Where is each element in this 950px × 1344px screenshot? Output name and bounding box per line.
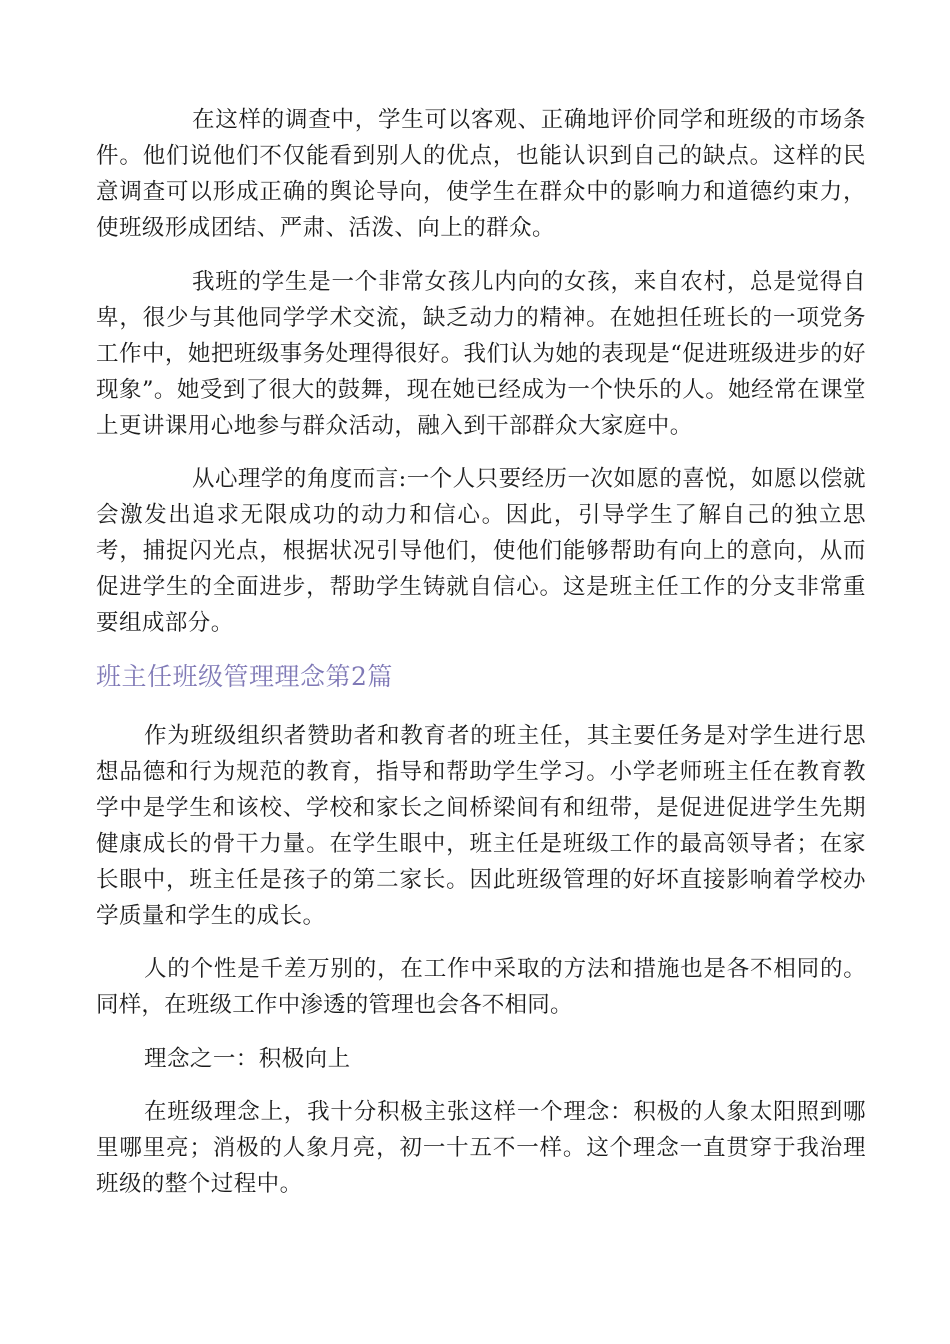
- paragraph-head-teacher-role: 作为班级组织者赞助者和教育者的班主任，其主要任务是对学生进行思想品德和行为规范的教育，指导和帮助学生学习。小学老师班主任在教育教学中是学生和该校、学校和家长之间桥梁间有和纽带，是促进促进学生先期健康成长的骨干力量。在学生眼中，班主任是班级工作的最高领导者；在家长眼中，班主任是孩子的第二家长。因此班级管理的好坏直接影响着学校办学质量和学生的成长。: [96, 723, 866, 929]
- section-1: [96, 102, 866, 641]
- paragraph-individuality: 人的个性是千差万别的，在工作中采取的方法和措施也是各不相同的。同样，在班级工作中渗透的管理也会各不相同。: [96, 956, 866, 1018]
- paragraph-concept-one: 在班级理念上，我十分积极主张这样一个理念：积极的人象太阳照到哪里哪里亮；消极的人象月亮，初一十五不一样。这个理念一直贯穿于我治理班级的整个过程中。: [96, 1099, 866, 1197]
- section-2: [96, 657, 866, 1202]
- section-heading: 班主任班级管理理念第2篇: [96, 662, 393, 691]
- document-page: [96, 102, 866, 1202]
- paragraph-class-monitor: 我班的学生是一个非常女孩儿内向的女孩，来自农村，总是觉得自卑，很少与其他同学学术交流，缺乏动力的精神。在她担任班长的一项党务工作中，她把班级事务处理得很好。我们认为她的表现是“促进班级进步的好现象”。她受到了很大的鼓舞，现在她已经成为一个快乐的人。她经常在课堂上更讲课用心地参与群众活动，融入到干部群众大家庭中。: [96, 269, 866, 439]
- paragraph-psychology: 从心理学的角度而言:一个人只要经历一次如愿的喜悦，如愿以偿就会激发出追求无限成功的动力和信心。因此，引导学生了解自己的独立思考，捕捉闪光点，根据状况引导他们，使他们能够帮助有向上的意向，从而促进学生的全面进步，帮助学生铸就自信心。这是班主任工作的分支非常重要组成部分。: [96, 466, 866, 636]
- paragraph-survey: 在这样的调查中，学生可以客观、正确地评价同学和班级的市场条件。他们说他们不仅能看到别人的优点，也能认识到自己的缺点。这样的民意调查可以形成正确的舆论导向，使学生在群众中的影响力和道德约束力，使班级形成团结、严肃、活泼、向上的群众。: [96, 107, 866, 241]
- concept-subheading: 理念之一：积极向上: [144, 1046, 351, 1072]
